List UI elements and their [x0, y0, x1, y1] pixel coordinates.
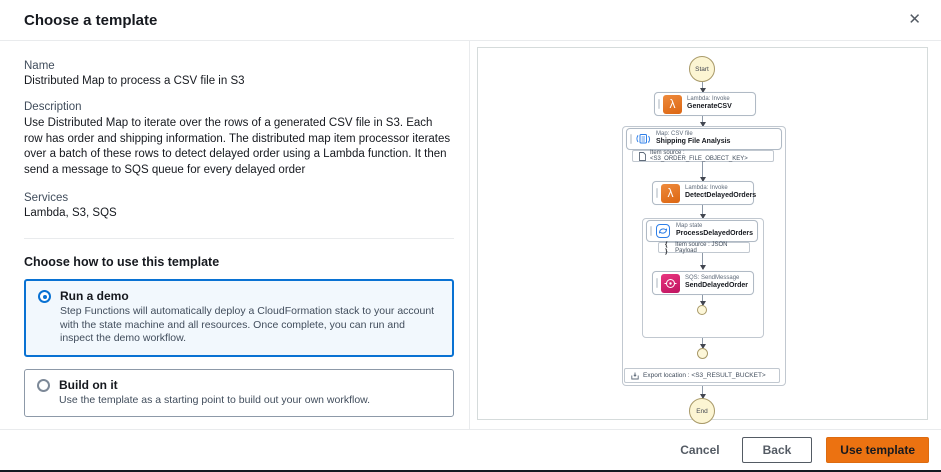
option-title: Run a demo	[60, 289, 129, 303]
drag-handle	[656, 188, 658, 198]
description-section	[24, 101, 454, 178]
dialog-header	[0, 0, 941, 41]
lambda-icon: λ	[663, 95, 682, 114]
description-value: Use Distributed Map to iterate over the rows of a generated CSV file in S3. Each row has order and shipping information. The distributed map item processor iterates over a batch of these rows to detect delayed order using a Lambda function. It then send a message to SQS queue for every delayed order	[24, 117, 451, 176]
option-build-on-it[interactable]	[24, 369, 454, 418]
export-icon	[631, 372, 639, 380]
description-label: Description	[24, 101, 82, 113]
item-source-bar	[632, 150, 774, 162]
state-type: Map state	[676, 223, 703, 230]
state-shipping-file-analysis	[626, 128, 782, 150]
services-section	[24, 192, 454, 219]
cancel-button[interactable]: Cancel	[680, 443, 720, 457]
connector	[702, 162, 703, 181]
state-name: DetectDelayedOrders	[685, 192, 757, 200]
state-senddelayedorder	[652, 271, 754, 295]
iteration-end-node	[697, 305, 707, 315]
map-state-icon	[655, 223, 671, 239]
item-source-text: Item source : <S3_ORDER_FILE_OBJECT_KEY>	[650, 150, 748, 162]
option-title: Build on it	[59, 377, 118, 392]
name-value: Distributed Map to process a CSV file in S3	[24, 75, 245, 87]
use-template-button[interactable]: Use template	[826, 437, 929, 463]
name-section	[24, 60, 454, 87]
lambda-icon: λ	[661, 184, 680, 203]
connector	[702, 295, 703, 305]
json-icon: { }	[665, 240, 668, 255]
template-details-panel	[0, 41, 470, 429]
state-type: Lambda: Invoke	[685, 185, 728, 192]
drag-handle	[630, 134, 632, 144]
map-end-node	[697, 348, 708, 359]
item-source-bar	[658, 242, 750, 253]
drag-handle	[658, 99, 660, 109]
connector	[702, 253, 703, 269]
item-source-text: Item source : JSON Payload	[675, 241, 728, 254]
name-label: Name	[24, 60, 55, 72]
start-node	[689, 56, 715, 82]
drag-handle	[656, 278, 658, 288]
state-type: SQS: SendMessage	[685, 275, 740, 282]
state-type: Lambda: Invoke	[687, 96, 730, 103]
workflow-preview-panel	[470, 41, 941, 429]
state-detectdelayedorders	[652, 181, 757, 205]
state-name: ProcessDelayedOrders	[676, 230, 754, 238]
connector	[702, 386, 703, 398]
dialog-title: Choose a template	[24, 12, 158, 29]
workflow-diagram	[477, 47, 928, 420]
state-name: GenerateCSV	[687, 103, 732, 111]
option-run-a-demo[interactable]	[24, 279, 454, 357]
services-label: Services	[24, 192, 69, 204]
end-label: End	[696, 407, 708, 415]
connector	[702, 116, 703, 126]
export-location-bar	[624, 368, 780, 383]
section-divider	[24, 238, 454, 239]
file-icon	[639, 152, 646, 161]
radio-unselected-icon[interactable]	[37, 379, 50, 392]
radio-selected-icon[interactable]	[38, 290, 51, 303]
connector	[702, 338, 703, 348]
connector	[702, 205, 703, 218]
option-description: Use the template as a starting point to build out your own workflow.	[59, 393, 371, 406]
start-label: Start	[695, 65, 709, 73]
dialog-footer	[0, 429, 941, 470]
usage-heading: Choose how to use this template	[24, 255, 220, 269]
services-value: Lambda, S3, SQS	[24, 207, 117, 219]
state-name: Shipping File Analysis	[656, 138, 731, 146]
export-location-text: Export location : <S3_RESULT_BUCKET>	[643, 372, 766, 379]
option-description: Step Functions will automatically deploy a CloudFormation stack to your account with the state machine and all resources. Once complete, you can run and inspect the demo workflow.	[60, 305, 435, 344]
connector	[702, 82, 703, 92]
end-node	[689, 398, 715, 424]
map-csv-icon	[635, 131, 651, 147]
state-type: Map: CSV file	[656, 131, 693, 138]
drag-handle	[650, 226, 652, 236]
sqs-icon	[661, 274, 680, 293]
state-generatecsv	[654, 92, 756, 116]
state-name: SendDelayedOrder	[685, 282, 749, 290]
close-icon[interactable]: ✕	[908, 11, 921, 28]
state-processdelayedorders	[646, 220, 758, 242]
back-button[interactable]: Back	[742, 437, 813, 463]
